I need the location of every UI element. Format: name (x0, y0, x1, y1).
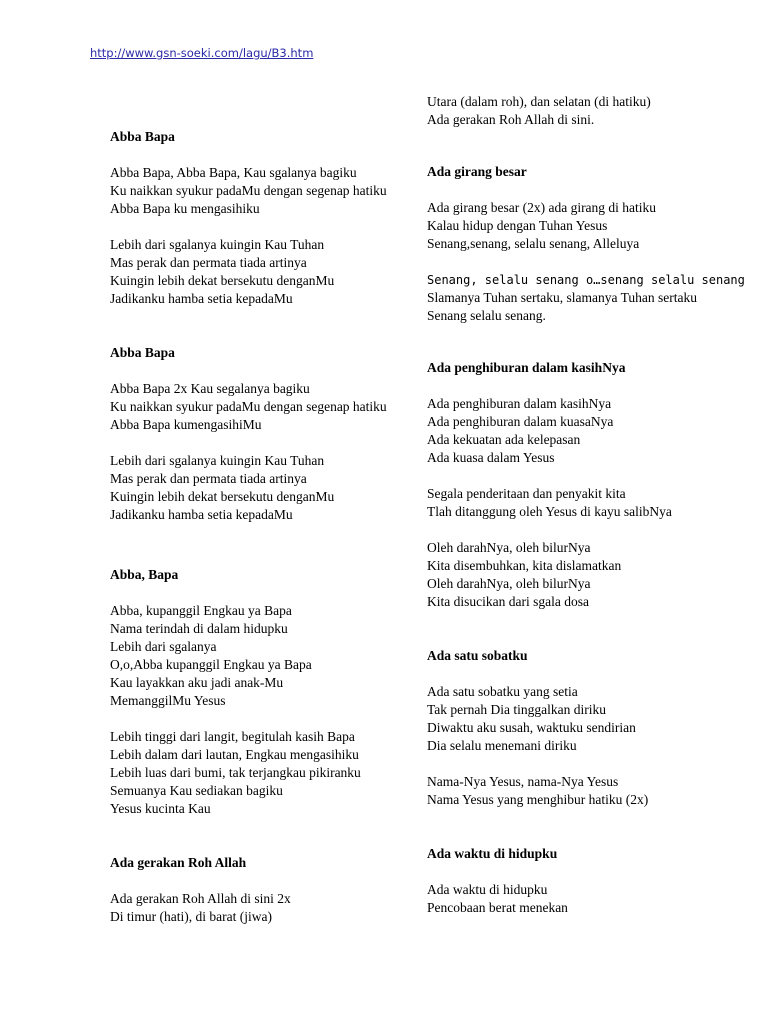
lyric-line: Kau layakkan aku jadi anak-Mu (110, 675, 284, 690)
lyric-line: Lebih dari sgalanya kuingin Kau Tuhan (110, 453, 325, 468)
song-ada-satu-sobatku (427, 647, 747, 809)
lyric-line: Senang,senang, selalu senang, Alleluya (427, 236, 640, 251)
stanza (110, 164, 430, 218)
song-ada-girang-besar (427, 163, 747, 325)
lyric-line: Di timur (hati), di barat (jiwa) (110, 909, 272, 924)
lyric-line: Nama terindah di dalam hidupku (110, 621, 288, 636)
lyric-line: Abba Bapa, Abba Bapa, Kau sgalanya bagiku (110, 165, 357, 180)
lyric-line: Nama-Nya Yesus, nama-Nya Yesus (427, 774, 619, 789)
lyric-line: Jadikanku hamba setia kepadaMu (110, 507, 293, 522)
stanza (427, 271, 747, 325)
stanza (427, 395, 747, 467)
lyric-line: Slamanya Tuhan sertaku, slamanya Tuhan sertaku (427, 290, 697, 305)
lyric-line: Senang selalu senang. (427, 308, 546, 323)
lyric-line: Yesus kucinta Kau (110, 801, 211, 816)
lyric-line: Semuanya Kau sediakan bagiku (110, 783, 283, 798)
song-abba-bapa-3 (110, 566, 430, 818)
stanza (110, 728, 430, 818)
song-title: Ada penghiburan dalam kasihNya (427, 360, 626, 375)
lyric-line: Ada waktu di hidupku (427, 882, 548, 897)
stanza (427, 683, 747, 755)
lyric-line: Ada gerakan Roh Allah di sini 2x (110, 891, 291, 906)
lyric-line: Kita disembuhkan, kita dislamatkan (427, 558, 622, 573)
stanza (427, 773, 747, 809)
lyric-line: Tak pernah Dia tinggalkan diriku (427, 702, 607, 717)
lyric-line: Lebih dari sgalanya (110, 639, 217, 654)
stanza (427, 199, 747, 253)
lyric-line: Ada penghiburan dalam kasihNya (427, 396, 612, 411)
lyric-line: Diwaktu aku susah, waktuku sendirian (427, 720, 636, 735)
song-ada-gerakan-roh-allah (110, 854, 430, 926)
stanza (110, 890, 430, 926)
lyric-line: Ada satu sobatku yang setia (427, 684, 578, 699)
right-column (427, 93, 747, 935)
song-ada-penghiburan (427, 359, 747, 611)
lyric-line: Senang, selalu senang o…senang selalu senang (427, 273, 745, 287)
lyric-line: Kuingin lebih dekat bersekutu denganMu (110, 273, 335, 288)
lyric-line: Oleh darahNya, oleh bilurNya (427, 576, 591, 591)
lyric-line: Pencobaan berat menekan (427, 900, 568, 915)
lyric-line: Nama Yesus yang menghibur hatiku (2x) (427, 792, 649, 807)
lyric-line: Lebih luas dari bumi, tak terjangkau pikiranku (110, 765, 361, 780)
song-abba-bapa-1 (110, 128, 430, 308)
lyric-line: Dia selalu menemani diriku (427, 738, 577, 753)
song-title: Abba Bapa (110, 345, 175, 360)
stanza (427, 881, 747, 917)
song-title: Ada waktu di hidupku (427, 846, 558, 861)
lyric-line: Ada girang besar (2x) ada girang di hatiku (427, 200, 657, 215)
lyric-line: Tlah ditanggung oleh Yesus di kayu salibNya (427, 504, 672, 519)
stanza (427, 485, 747, 521)
lyric-line: Lebih dalam dari lautan, Engkau mengasihiku (110, 747, 359, 762)
song-title: Ada girang besar (427, 164, 527, 179)
lyric-line: Lebih dari sgalanya kuingin Kau Tuhan (110, 237, 325, 252)
lyric-line: Ku naikkan syukur padaMu dengan segenap hatiku (110, 183, 387, 198)
lyric-line: Mas perak dan permata tiada artinya (110, 255, 307, 270)
lyric-line: Utara (dalam roh), dan selatan (di hatiku) (427, 94, 651, 109)
song-title: Abba Bapa (110, 129, 175, 144)
lyric-line: Abba Bapa 2x Kau segalanya bagiku (110, 381, 310, 396)
song-title: Abba, Bapa (110, 567, 179, 582)
stanza (110, 452, 430, 524)
lyric-line: Abba Bapa ku mengasihiku (110, 201, 260, 216)
stanza-continued (427, 93, 747, 129)
lyric-line: Segala penderitaan dan penyakit kita (427, 486, 626, 501)
song-abba-bapa-2 (110, 344, 430, 524)
song-title: Ada gerakan Roh Allah (110, 855, 247, 870)
stanza (110, 602, 430, 710)
lyric-line: Oleh darahNya, oleh bilurNya (427, 540, 591, 555)
lyric-line: Abba, kupanggil Engkau ya Bapa (110, 603, 292, 618)
lyric-line: Mas perak dan permata tiada artinya (110, 471, 307, 486)
lyric-line: Kuingin lebih dekat bersekutu denganMu (110, 489, 335, 504)
lyric-line: Ada gerakan Roh Allah di sini. (427, 112, 595, 127)
lyric-line: Lebih tinggi dari langit, begitulah kasih Bapa (110, 729, 355, 744)
source-url-link[interactable]: http://www.gsn-soeki.com/lagu/B3.htm (90, 46, 314, 60)
stanza (427, 539, 747, 611)
lyric-line: O,o,Abba kupanggil Engkau ya Bapa (110, 657, 312, 672)
lyric-line: MemanggilMu Yesus (110, 693, 226, 708)
lyric-line: Ada kekuatan ada kelepasan (427, 432, 581, 447)
stanza (110, 236, 430, 308)
song-ada-waktu-di-hidupku (427, 845, 747, 917)
lyric-line: Ada penghiburan dalam kuasaNya (427, 414, 614, 429)
song-title: Ada satu sobatku (427, 648, 528, 663)
stanza (110, 380, 430, 434)
lyric-line: Jadikanku hamba setia kepadaMu (110, 291, 293, 306)
lyric-line: Abba Bapa kumengasihiMu (110, 417, 262, 432)
lyric-line: Kita disucikan dari sgala dosa (427, 594, 589, 609)
lyric-line: Ku naikkan syukur padaMu dengan segenap hatiku (110, 399, 387, 414)
left-column (110, 128, 430, 944)
lyric-line: Kalau hidup dengan Tuhan Yesus (427, 218, 608, 233)
lyric-line: Ada kuasa dalam Yesus (427, 450, 555, 465)
